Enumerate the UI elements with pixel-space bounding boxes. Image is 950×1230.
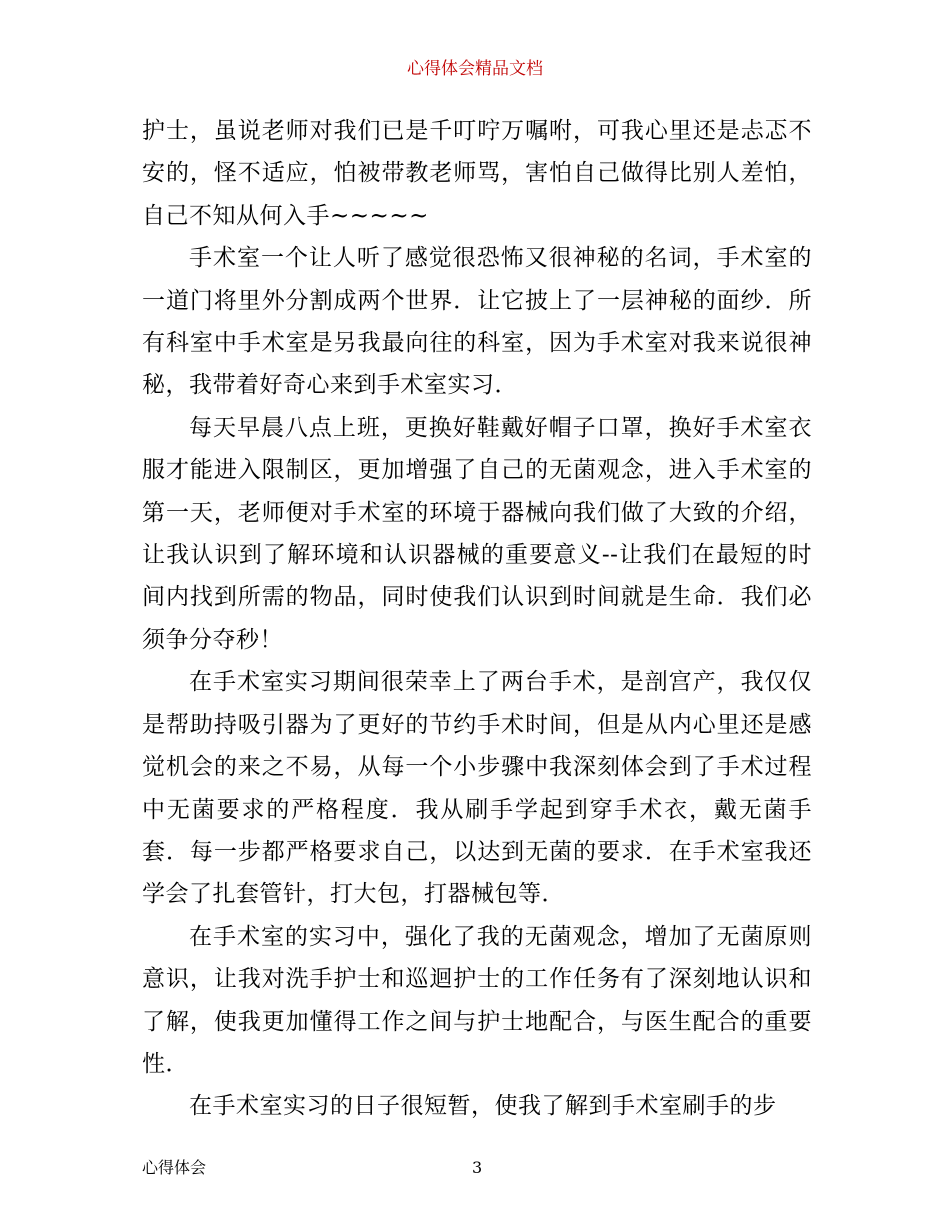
page-number: 3 (472, 1158, 483, 1177)
paragraph: 每天早晨八点上班，更换好鞋戴好帽子口罩，换好手术室衣服才能进入限制区，更加增强了自己的无菌观念，进入手术室的第一天，老师便对手术室的环境于器械向我们做了大致的介绍，让我认识到了解环境和认识器械的重要意义--让我们在最短的时间内找到所需的物品，同时使我们认识到时间就是生命．我们必须争分夺秒！ (142, 414, 812, 653)
paragraph-continued: 护士，虽说老师对我们已是千叮咛万嘱咐，可我心里还是忐忑不安的，怪不适应，怕被带教老师骂，害怕自己做得比别人差怕，自己不知从何入手~~~~~ (142, 118, 812, 229)
paragraph: 在手术室的实习中，强化了我的无菌观念，增加了无菌原则意识，让我对洗手护士和巡迴护士的工作任务有了深刻地认识和了解，使我更加懂得工作之间与护士地配合，与医生配合的重要性． (142, 923, 812, 1077)
header-title: 心得体会精品文档 (407, 59, 543, 79)
page-footer (142, 1157, 812, 1179)
paragraph: 在手术室实习期间很荣幸上了两台手术，是剖宫产，我仅仅是帮助持吸引器为了更好的节约手术时间，但是从内心里还是感觉机会的来之不易，从每一个小步骤中我深刻体会到了手术过程中无菌要求的严格程度．我从刷手学起到穿手术衣，戴无菌手套．每一步都严格要求自己，以达到无菌的要求．在手术室我还学会了扎套管针，打大包，打器械包等． (142, 669, 812, 908)
paragraph: 手术室一个让人听了感觉很恐怖又很神秘的名词，手术室的一道门将里外分割成两个世界．让它披上了一层神秘的面纱．所有科室中手术室是另我最向往的科室，因为手术室对我来说很神秘，我带着好奇心来到手术室实习． (142, 245, 812, 399)
footer-label: 心得体会 (142, 1158, 207, 1177)
page-header (0, 58, 950, 80)
document-body (142, 110, 812, 1128)
paragraph: 在手术室实习的日子很短暂，使我了解到手术室刷手的步 (189, 1093, 777, 1120)
